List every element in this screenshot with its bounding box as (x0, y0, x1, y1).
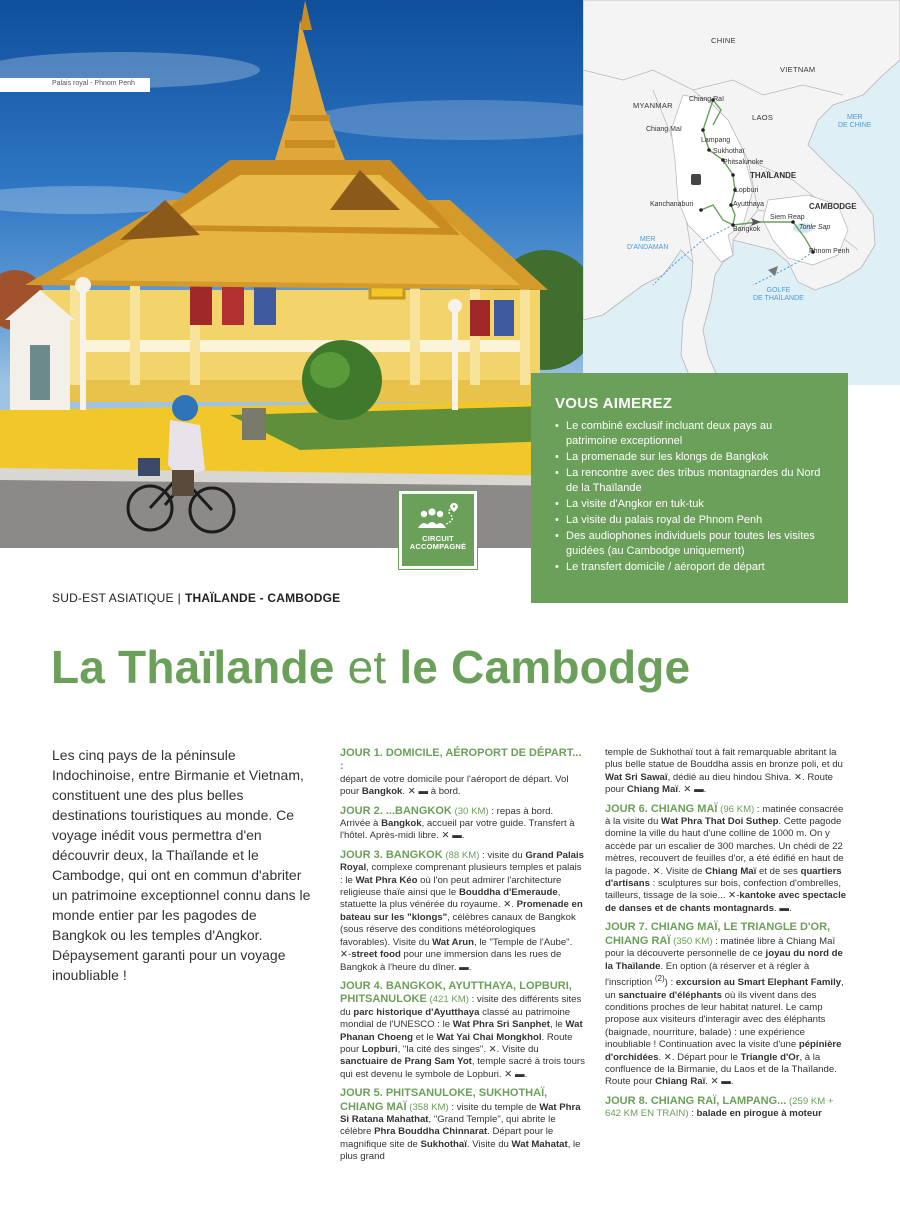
highlight-item: • La promenade sur les klongs de Bangkok (555, 450, 826, 465)
map-label-south-china-sea: MER DE CHINE (838, 114, 872, 129)
itinerary-column-2 (605, 747, 850, 1127)
map-city-phitsanulok: Phitsalunoke (723, 159, 764, 166)
highlight-item: • La visite du palais royal de Phnom Penh (555, 513, 826, 528)
highlights-list (555, 419, 826, 575)
itinerary-day: JOUR 2. ...BANGKOK (30 KM) : repas à bord. Arrivée à Bangkok, accueil par votre guide. Transfert à l'hôtel. Après-midi libre. ✕ ▬. (340, 804, 575, 842)
map-label-cambodia: CAMBODGE (809, 202, 857, 211)
map-city-ayutthaya: Ayutthaya (733, 201, 765, 208)
map-city-siem-reap: Siem Reap (770, 214, 805, 221)
map-city-sukhothai: Sukhothaï (713, 148, 745, 155)
itinerary-day: JOUR 7. CHIANG MAÏ, LE TRIANGLE D'OR, CHIANG RAÏ (350 KM) : matinée libre à Chiang Maï pour la découverte personnelle de ce joyau du nord de la Thaïlande. En option (à réserver et à régler à l'inscription $^{(2)}$) : excursion au Smart Elephant Family, un sanctuaire d'éléphants où ils vivent dans des conditions proches de leur habitat naturel. Le camp propose aux visiteurs d'interagir avec des éléphants (baignade, nourriture, balade) : une expérience inoubliable ! Continuation avec la visite d'une pépinière d'orchidées. ✕. Départ pour le Triangle d'Or, à la confluence de la Birmanie, du Laos et de la Thaïlande. Route pour Chiang Raï. ✕ ▬. (605, 921, 844, 1088)
title-part-1: La Thaïlande (51, 641, 335, 693)
map-city-lampang: Lampang (701, 137, 731, 144)
map-label-vietnam: VIETNAM (780, 65, 816, 74)
highlight-item: • La visite d'Angkor en tuk-tuk (555, 497, 826, 512)
highlight-item: • Le combiné exclusif incluant deux pays au patrimoine exceptionnel (555, 419, 826, 449)
itinerary-day: temple de Sukhothaï tout à fait remarquable abritant la plus belle statue de Bouddha assis en bronze poli, et du Wat Sri Sawaï, dédié au dieu hindou Shiva. ✕. Route pour Chiang Maï. ✕ ▬. (605, 747, 843, 796)
map-label-andaman-sea: MER D'ANDAMAN (627, 236, 669, 251)
itinerary-day: JOUR 4. BANGKOK, AYUTTHAYA, LOPBURI, PHITSANULOKE (421 KM) : visite des différents sites du parc historique d'Ayutthaya classé au patrimoine mondial de l'UNESCO : le Wat Phra Sri Sanphet, le Wat Phanan Choeng et le Wat Yai Chai Mongkhol. Route pour Lopburi, "la cité des singes". ✕. Visite du sanctuaire de Prang Sam Yot, temple sacré à trois tours qui est devenu le symbole de Lopburi. ✕ ▬. (340, 979, 585, 1080)
itinerary-day: JOUR 1. DOMICILE, AÉROPORT DE DÉPART... : départ de votre domicile pour l'aéroport de départ. Vol pour Bangkok. ✕ ▬ à bord. (340, 747, 582, 798)
map-label-gulf: GOLFE DE THAÏLANDE (753, 287, 804, 302)
map-city-phnom-penh: Phnom Penh (809, 248, 850, 255)
highlights-title: VOUS AIMEREZ (555, 395, 673, 412)
badge-line-1: CIRCUIT (422, 534, 454, 543)
title-part-3: le Cambodge (399, 641, 691, 693)
map-city-kanchanaburi: Kanchanaburi (650, 201, 694, 208)
region-name: SUD-EST ASIATIQUE (52, 591, 174, 605)
map-label-myanmar: MYANMAR (633, 101, 673, 110)
photo-caption: Palais royal - Phnom Penh (0, 78, 150, 92)
highlights-box (531, 373, 848, 603)
map-city-chiang-rai: Chiang Raï (689, 96, 725, 103)
map-city-bangkok: Bangkok (733, 226, 761, 233)
region-line (52, 591, 340, 605)
badge-line-2: ACCOMPAGNÉ (409, 542, 467, 551)
map-label-laos: LAOS (752, 113, 774, 122)
map-label-china: CHINE (711, 36, 736, 45)
route-map (583, 0, 900, 385)
map-city-lopburi: Lopburi (735, 187, 759, 194)
highlight-item: • Des audiophones individuels pour toutes les visites guidées (au Cambodge uniquement) (555, 529, 826, 559)
group-route-icon (416, 502, 460, 532)
intro-paragraph: Les cinq pays de la péninsule Indochinoise, entre Birmanie et Vietnam, constituent une des plus belles destinations touristiques au monde. Ce voyage inédit vous permettra d'en découvrir deux, la Thaïlande et le Cambodge, qui ont en commun d'abriter un patrimoine exceptionnel connu dans le monde entier par les pagodes de Bangkok ou les temples d'Angkor. Dépaysement garanti pour un voyage inoubliable ! (52, 747, 311, 983)
map-label-thailand: THAÏLANDE (750, 171, 797, 180)
title-part-2: et (347, 641, 387, 693)
itinerary-day: JOUR 6. CHIANG MAÏ (96 KM) : matinée consacrée à la visite du Wat Phra That Doi Suthep. Cette pagode domine la ville du haut d'une colline de 1000 m. On y accède par un escalier de 300 marches. Un chédi de 22 mètres, recouvert de feuilles d'or, a été édifié en haut de la pagode. ✕. Visite de Chiang Maï et de ses quartiers d'artisans : sculptures sur bois, confection d'ombrelles, tailleurs, tissage de la soie... ✕-kantoke avec spectacle de danses et de chants montagnards. ▬. (605, 802, 847, 914)
highlight-item: • La rencontre avec des tribus montagnardes du Nord de la Thaïlande (555, 466, 826, 496)
highlight-item: • Le transfert domicile / aéroport de départ (555, 560, 826, 575)
region-separator: | (177, 591, 181, 605)
itinerary-column-1 (340, 747, 585, 1170)
itinerary-day: JOUR 5. PHITSANULOKE, SUKHOTHAÏ, CHIANG MAÏ (358 KM) : visite du temple de Wat Phra Si Ratana Mahathat, "Grand Temple", qui abrite le célèbre Phra Bouddha Chinnarat. Départ pour le magnifique site de Sukhothaï. Visite du Wat Mahatat, le plus grand (340, 1087, 581, 1163)
hero-photo (0, 0, 583, 548)
region-countries: THAÏLANDE - CAMBODGE (184, 591, 341, 605)
map-city-chiang-mai: Chiang Maï (646, 126, 682, 133)
circuit-badge (399, 491, 477, 569)
itinerary-day: JOUR 8. CHIANG RAÏ, LAMPANG... (259 KM + 642 KM EN TRAIN) : balade en pirogue à moteur (605, 1094, 834, 1120)
page-title (51, 640, 690, 694)
itinerary-day: JOUR 3. BANGKOK (88 KM) : visite du Grand Palais Royal, complexe comprenant plusieurs temples et palais : le Wat Phra Kéo où l'on peut admirer l'architecture religieuse thaïe ainsi que le Bouddha d'Emeraude, statuette la plus vénérée du royaume. ✕. Promenade en bateau sur les "klongs", célèbres canaux de Bangkok (sous réserve des conditions météorologiques favorables). Visite du Wat Arun, le "Temple de l'Aube". ✕-street food pour une immersion dans les rues de Bangkok à l'heure du dîner. ▬. (340, 848, 584, 973)
map-label-tonle-sap: Tonle Sap (799, 224, 831, 231)
